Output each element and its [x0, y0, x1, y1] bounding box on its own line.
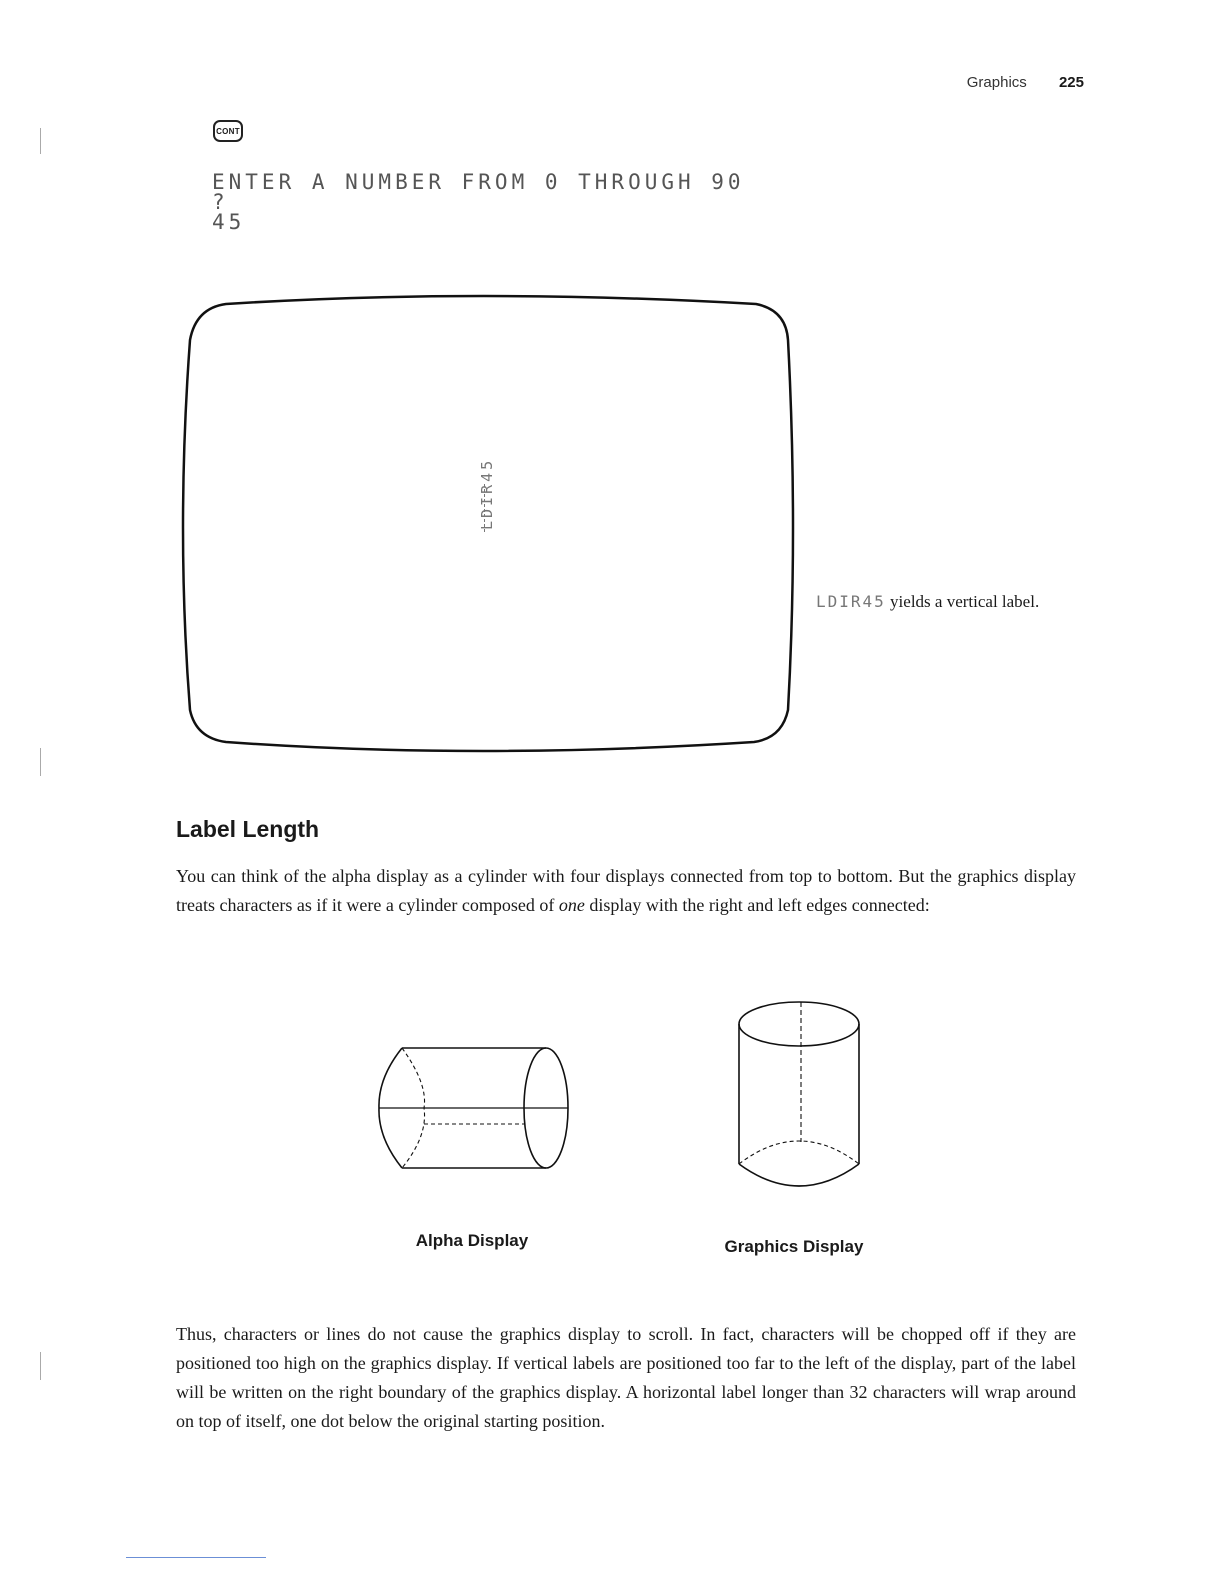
paragraph-1	[176, 862, 1076, 920]
scan-speck	[40, 1352, 41, 1380]
scan-speck	[40, 748, 41, 776]
cont-key-label: CONT	[216, 126, 240, 136]
graphics-display-cylinder	[733, 998, 865, 1194]
terminal-prompt: ENTER A NUMBER FROM 0 THROUGH 90	[212, 170, 745, 194]
bottom-rule	[126, 1557, 266, 1558]
scan-speck	[40, 128, 41, 154]
paragraph-2: Thus, characters or lines do not cause the graphics display to scroll. In fact, characters will be chopped off if they are positioned too high on the graphics display. If vertical labels are positioned too far to the left of the display, part of the label will be written on the right boundary of the graphics display. A horizontal label longer than 32 characters will wrap around on top of itself, one dot below the original starting position.	[176, 1324, 1076, 1431]
caption-code: LDIR45	[816, 592, 886, 611]
vertical-label-text: LDIR45	[478, 457, 496, 530]
paragraph-1-end: display with the right and left edges connected:	[584, 895, 930, 915]
cont-key-icon	[213, 120, 243, 142]
running-header	[967, 74, 1084, 91]
graphics-display-label: Graphics Display	[724, 1237, 864, 1256]
paragraph-1-start: You can think of the alpha display as a cylinder with four displays connected from top to bottom. But the graphics display treats characters as if it were a cylinder composed of	[176, 866, 1076, 915]
terminal-input: 45	[212, 210, 246, 234]
vertical-label-tail	[484, 484, 485, 532]
page-number: 225	[1058, 74, 1084, 91]
paragraph-1-emphasis: one	[558, 895, 585, 915]
caption-text: yields a vertical label.	[885, 592, 1040, 611]
alpha-display-cylinder	[376, 1044, 572, 1174]
alpha-display-label: Alpha Display	[415, 1231, 529, 1250]
figure-caption	[816, 592, 1039, 612]
section-name: Graphics	[966, 74, 1027, 91]
terminal-question: ?	[212, 190, 229, 214]
section-heading: Label Length	[176, 816, 320, 842]
